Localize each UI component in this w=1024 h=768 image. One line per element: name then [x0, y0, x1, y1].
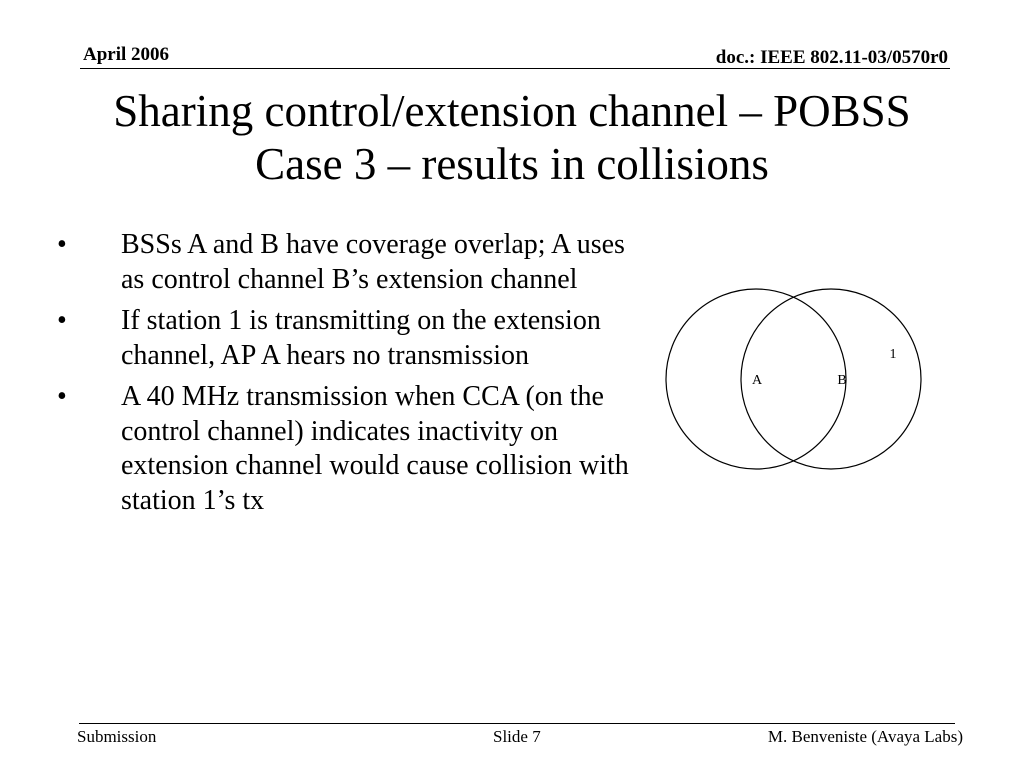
bullet-text: BSSs A and B have coverage overlap; A uses as control channel B’s extension channel: [121, 229, 625, 295]
header-doc-id: doc.: IEEE 802.11-03/0570r0: [715, 47, 948, 68]
footer-slide-number: Slide 7: [493, 727, 541, 746]
bullet-list: [0, 228, 660, 525]
footer-submission: Submission: [77, 727, 157, 746]
bullet-text: A 40 MHz transmission when CCA (on the control channel) indicates inactivity on extension channel would cause collision with station 1’s tx: [121, 381, 629, 516]
header-rule: [80, 68, 950, 69]
header-date: April 2006: [83, 44, 170, 65]
bullet-text: If station 1 is transmitting on the extension channel, AP A hears no transmission: [121, 305, 601, 371]
title-line-2: Case 3 – results in collisions: [255, 139, 769, 189]
bullet-marker: •: [57, 305, 67, 336]
slide-title: [0, 85, 1024, 191]
title-line-1: Sharing control/extension channel – POBSS: [113, 86, 911, 136]
label-bss-b: B: [837, 373, 847, 388]
bss-b-coverage-circle: [741, 289, 921, 469]
footer-rule: [79, 723, 955, 724]
bullet-marker: •: [57, 229, 67, 260]
label-bss-a: A: [751, 373, 763, 388]
bullet-marker: •: [57, 381, 67, 412]
bullet-item: [0, 228, 660, 297]
bullet-item: [0, 304, 660, 373]
label-station-1: 1: [889, 347, 897, 362]
bss-overlap-diagram: [655, 280, 935, 480]
bullet-item: [0, 380, 660, 518]
footer-author: M. Benveniste (Avaya Labs): [767, 727, 963, 746]
